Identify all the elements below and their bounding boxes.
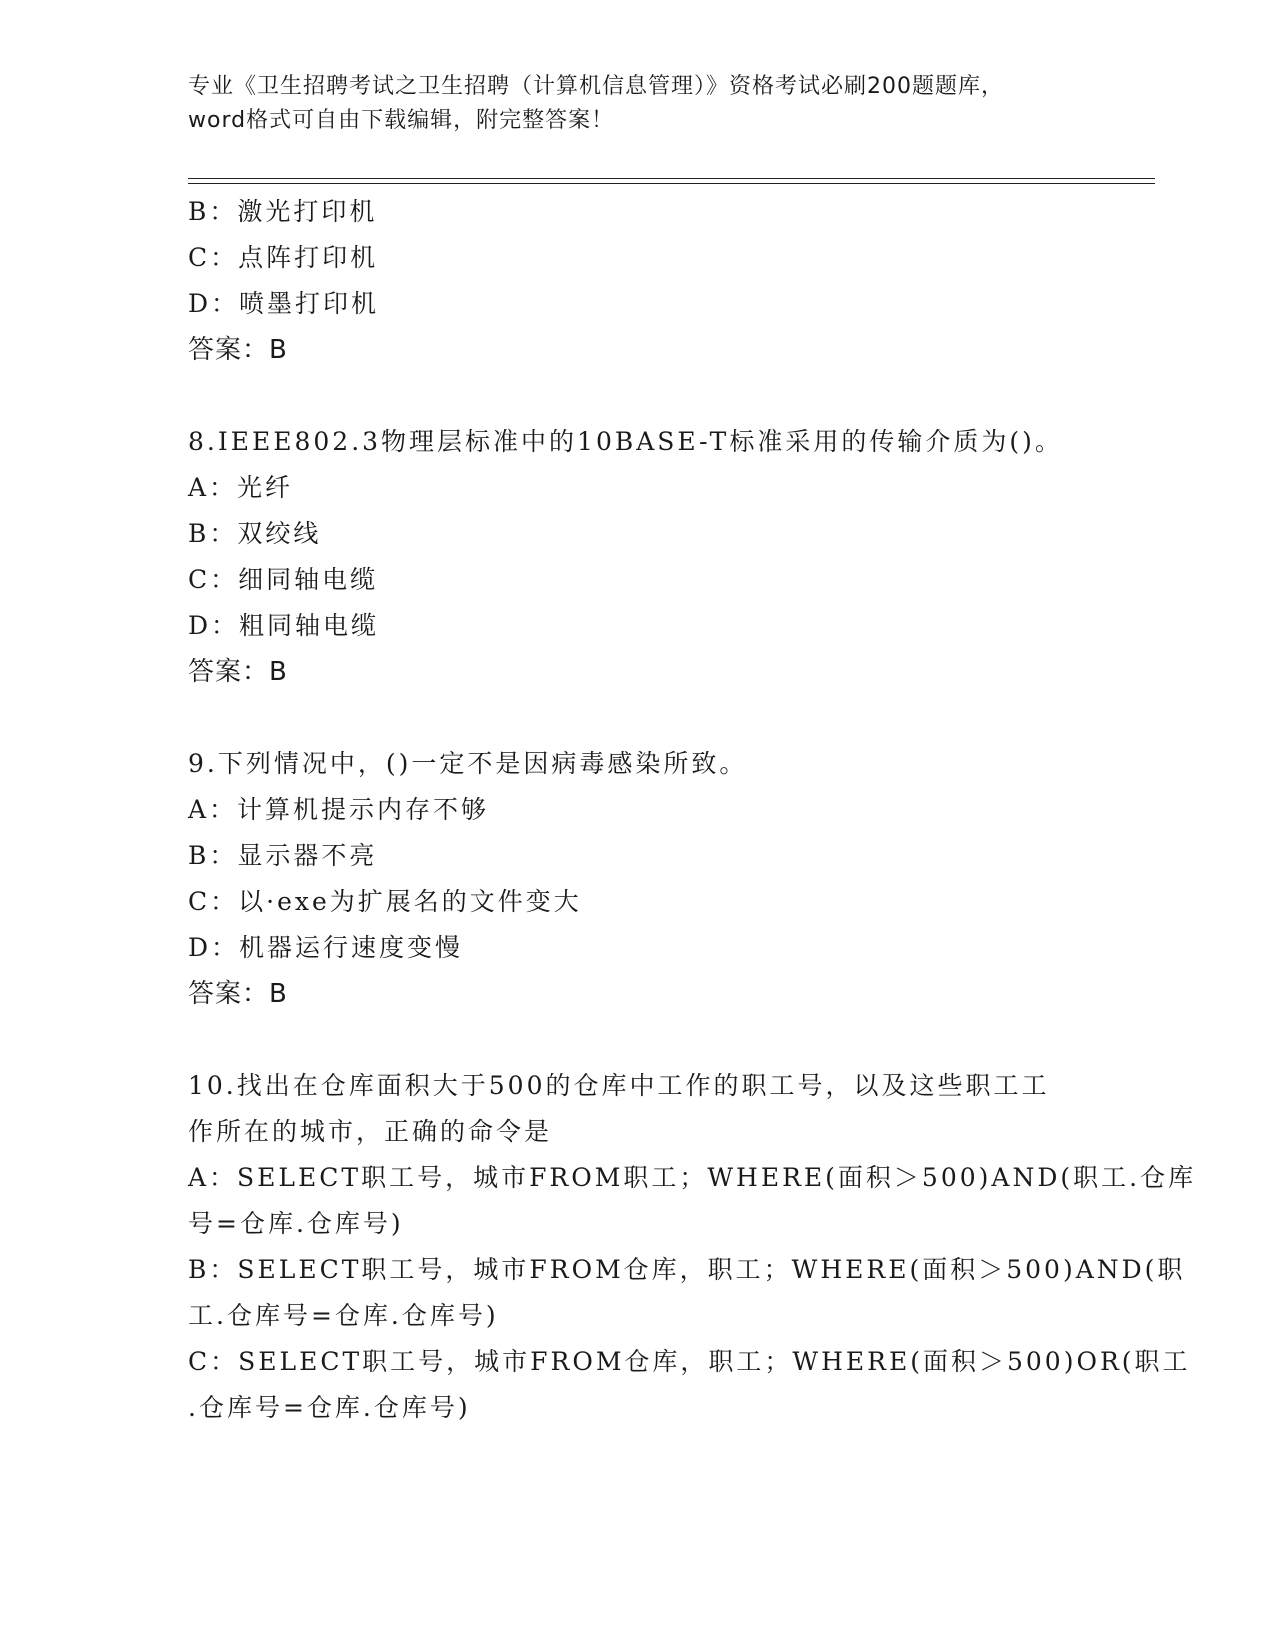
- question-stem: 8.IEEE802.3物理层标准中的10BASE-T标准采用的传输介质为()。: [188, 427, 1063, 456]
- question-7: [188, 189, 1088, 373]
- option-d: D：机器运行速度变慢: [188, 933, 464, 962]
- option-c-line-2: .仓库号=仓库.仓库号): [188, 1393, 471, 1422]
- header-divider-bottom: [188, 183, 1155, 184]
- header-title-line-1: 专业《卫生招聘考试之卫生招聘（计算机信息管理）》资格考试必刷200题题库，: [188, 74, 1004, 99]
- option-a-line-2: 号=仓库.仓库号): [188, 1209, 404, 1238]
- question-stem: 9.下列情况中，()一定不是因病毒感染所致。: [188, 749, 748, 778]
- document-header: [188, 70, 1088, 138]
- option-c: C：点阵打印机: [188, 243, 379, 272]
- option-b-line-1: B：SELECT职工号，城市FROM仓库，职工；WHERE(面积＞500)AND(职: [188, 1255, 1186, 1284]
- question-8: [188, 419, 1088, 695]
- option-b: B：激光打印机: [188, 197, 378, 226]
- option-c: C：细同轴电缆: [188, 565, 379, 594]
- option-a: A：计算机提示内存不够: [188, 795, 490, 824]
- question-stem-line-1: 10.找出在仓库面积大于500的仓库中工作的职工号，以及这些职工工: [188, 1071, 1050, 1100]
- document-body: [188, 189, 1197, 1431]
- header-title-line-2: word格式可自由下载编辑，附完整答案！: [188, 108, 615, 133]
- question-stem-line-2: 作所在的城市，正确的命令是: [188, 1117, 553, 1146]
- option-d: D：粗同轴电缆: [188, 611, 380, 640]
- option-c-line-1: C：SELECT职工号，城市FROM仓库，职工；WHERE(面积＞500)OR(职工: [188, 1347, 1191, 1376]
- option-a-line-1: A：SELECT职工号，城市FROM职工；WHERE(面积＞500)AND(职工.仓库: [188, 1163, 1197, 1192]
- option-d: D：喷墨打印机: [188, 289, 380, 318]
- option-b-line-2: 工.仓库号=仓库.仓库号): [188, 1301, 499, 1330]
- option-b: B：显示器不亮: [188, 841, 378, 870]
- question-9: [188, 741, 1088, 1017]
- header-divider-top: [188, 178, 1155, 179]
- answer: 答案：B: [188, 657, 288, 687]
- answer: 答案：B: [188, 979, 288, 1009]
- question-10: [188, 1063, 1197, 1431]
- option-b: B：双绞线: [188, 519, 322, 548]
- option-c: C：以·exe为扩展名的文件变大: [188, 887, 582, 916]
- answer: 答案：B: [188, 335, 288, 365]
- option-a: A：光纤: [188, 473, 294, 502]
